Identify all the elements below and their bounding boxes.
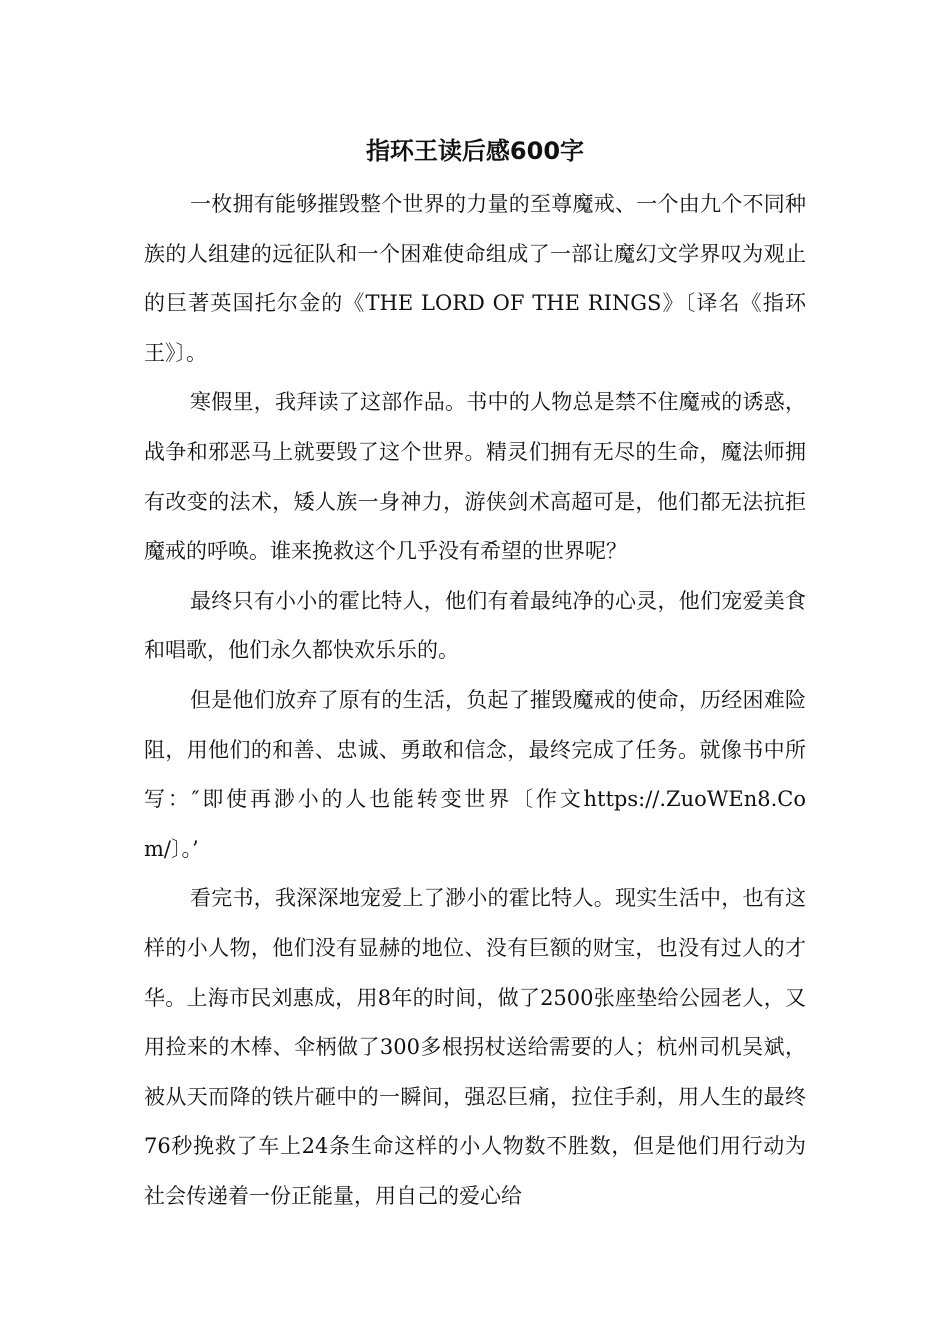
paragraph-2: 寒假里，我拜读了这部作品。书中的人物总是禁不住魔戒的诱惑，战争和邪恶马上就要毁了这个世界。精灵们拥有无尽的生命，魔法师拥有改变的法术，矮人族一身神力，游侠剑术高超可是，他们都无法抗拒魔戒的呼唤。谁来挽救这个几乎没有希望的世界呢？	[144, 390, 806, 564]
paragraph-5: 看完书，我深深地宠爱上了渺小的霍比特人。现实生活中，也有这样的小人物，他们没有显赫的地位、没有巨额的财宝，也没有过人的才华。上海市民刘惠成，用8年的时间，做了2500张座垫给公园老人，又用捡来的木棒、伞柄做了300多根拐杖送给需要的人；杭州司机吴斌，被从天而降的铁片砸中的一瞬间，强忍巨痛，拉住手刹，用人生的最终76秒挽救了车上24条生命这样的小人物数不胜数，但是他们用行动为社会传递着一份正能量，用自己的爱心给	[144, 886, 806, 1208]
document-body	[144, 180, 806, 1221]
paragraph-4: 但是他们放弃了原有的生活，负起了摧毁魔戒的使命，历经困难险阻，用他们的和善、忠诚、勇敢和信念，最终完成了任务。就像书中所写：″即使再渺小的人也能转变世界〔作文https://.ZuoWEn8.Com/〕。’	[144, 687, 806, 861]
paragraph-3: 最终只有小小的霍比特人，他们有着最纯净的心灵，他们宠爱美食和唱歌，他们永久都快欢乐乐的。	[144, 588, 806, 663]
paragraph-1: 一枚拥有能够摧毁整个世界的力量的至尊魔戒、一个由九个不同种族的人组建的远征队和一个困难使命组成了一部让魔幻文学界叹为观止的巨著英国托尔金的《THE LORD OF THE RINGS》〔译名《指环王》〕。	[144, 192, 806, 365]
document-title: 指环王读后感600字	[365, 137, 585, 165]
